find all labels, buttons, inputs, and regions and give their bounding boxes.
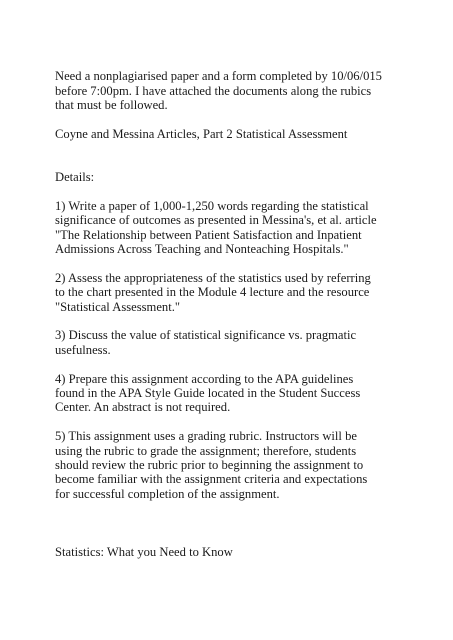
footer-heading: Statistics: What you Need to Know [55,545,233,559]
item5-line-3: should review the rubric prior to beginning the assignment to [55,458,364,472]
intro-line-1: Need a nonplagiarised paper and a form completed by 10/06/015 [55,69,382,83]
item2-line-2: to the chart presented in the Module 4 lecture and the resource [55,285,370,299]
item3-line-1: 3) Discuss the value of statistical significance vs. pragmatic [55,328,357,342]
item1-line-4: Admissions Across Teaching and Nonteaching Hospitals." [55,242,349,256]
intro-line-3: that must be followed. [55,98,168,112]
item5-line-4: become familiar with the assignment criteria and expectations [55,472,368,486]
item4-line-3: Center. An abstract is not required. [55,400,231,414]
item1-line-3: "The Relationship between Patient Satisfaction and Inpatient [55,228,362,242]
item5-line-5: for successful completion of the assignment. [55,487,280,501]
document-title: Coyne and Messina Articles, Part 2 Statistical Assessment [55,127,348,141]
item1-line-2: significance of outcomes as presented in Messina's, et al. article [55,213,377,227]
item4-line-2: found in the APA Style Guide located in the Student Success [55,386,361,400]
item5-line-1: 5) This assignment uses a grading rubric. Instructors will be [55,429,357,443]
item5-line-2: using the rubric to grade the assignment; therefore, students [55,444,357,458]
item3-line-2: usefulness. [55,343,111,357]
details-heading: Details: [55,170,95,184]
item2-line-1: 2) Assess the appropriateness of the statistics used by referring [55,271,371,285]
intro-line-2: before 7:00pm. I have attached the documents along the rubics [55,84,372,98]
item1-line-1: 1) Write a paper of 1,000-1,250 words regarding the statistical [55,199,369,213]
item2-line-3: "Statistical Assessment." [55,300,181,314]
item4-line-1: 4) Prepare this assignment according to the APA guidelines [55,372,354,386]
